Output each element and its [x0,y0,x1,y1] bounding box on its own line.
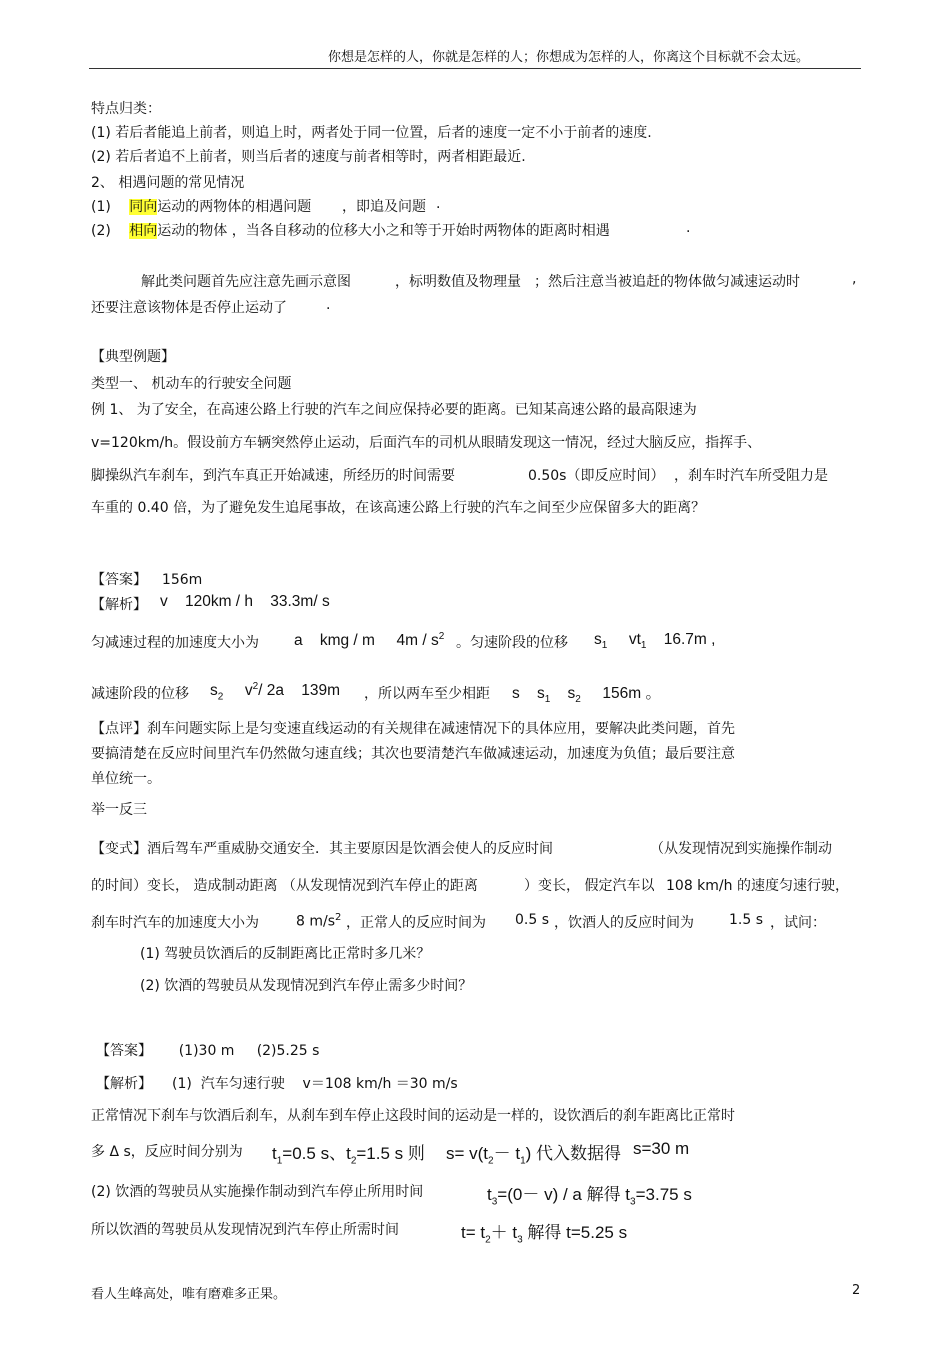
practice-line-3a: 刹车时汽车的加速度大小为 [91,915,259,931]
practice-drunk-reaction: 1.5 s [729,912,764,928]
analysis-1-line-3-text: 减速阶段的位移 [91,686,189,702]
total-distance-value: 156m [602,685,642,702]
analysis-2-reaction-times: $t_1=0.5$ s、$t_2=1.5$ s 则 [272,1144,425,1167]
practice-acceleration-value: 8 m/s [296,913,336,930]
case-1-end: ，即追及问题 [342,199,426,215]
t-total-formula-b: ＋ t [490,1223,518,1242]
case-2-period: . [686,220,691,236]
vt1-symbol: vt [628,631,641,648]
feature-item-2: (2) 若后者追不上前者，则当后者的速度与前者相等时，两者相距最近. [91,149,526,165]
case-1-period: . [436,196,441,212]
practice-line-1b: （从发现情况到实施操作制动 [650,841,832,857]
analysis-2-total-time: $t= t_2+ t_3$ 解得 t=5.25 s [461,1223,628,1246]
s2-value: / 2a 139m [258,682,341,700]
t3-symbol: t [487,1185,492,1204]
case-1-number: (1) [91,199,111,215]
practice-line-3e: ，饮酒人的反应时间为 [554,915,694,931]
example-1-line-2: v=120km/h。假设前方车辆突然停止运动，后面汽车的司机从眼睛发现这一情况，经过大脑反应，指挥手、 [91,435,762,451]
s1-symbol: s [594,631,602,648]
s2-symbol: s [210,682,218,700]
analysis-1-decel-displacement: $s_2$ $v^2/$ 2a 139m [210,681,341,703]
method-part-1: 解此类问题首先应注意先画示意图 [141,274,351,290]
case-2-number: (2) [91,223,111,239]
practice-title: 举一反三 [91,802,147,818]
analysis-2-line-4a: (2) 饮酒的驾驶员从实施操作制动到汽车停止所用时间 [91,1184,424,1200]
practice-normal-reaction: 0.5 s [515,912,550,928]
practice-question-1: (1) 驾驶员饮酒后的反制距离比正常时多几米？ [140,946,431,962]
analysis-2-distance-result: s=30 m [633,1139,690,1158]
cases-title: 2、 相遇问题的常见情况 [91,175,245,191]
v-symbol: v [244,682,253,700]
example-1-line-4: 车重的 0.40 倍，为了避免发生追尾事故，在该高速公路上行驶的汽车之间至少应保留多大的距离？ [91,500,706,516]
comment-line-3: 单位统一。 [91,771,161,787]
analysis-2-distance-formula: $s= v(t_2- t_1)$ 代入数据得 [446,1144,622,1167]
features-title: 特点归类： [91,101,161,117]
practice-line-2c: 108 km/h 的速度匀速行驶， [666,878,849,894]
practice-line-3g: ，试问： [770,915,826,931]
ds-formula: s= v(t [446,1144,489,1163]
comment-line-1: 【点评】刹车问题实际上是匀变速直线运动的有关规律在减速情况下的具体应用，要解决此类问题，首先 [91,721,735,737]
analysis-1-line-2-mid: 。匀速阶段的位移 [456,635,568,651]
example-1-line-1: 例 1、 为了安全，在高速公路上行驶的汽车之间应保持必要的距离。已知某高速公路的最高限速为 [91,402,697,418]
analysis-2-braking-time: $t_3=(0- v) / a$ 解得 $t_3=3.75$ s [487,1185,692,1208]
t-total-value: 解得 t=5.25 s [527,1223,628,1242]
practice-line-2a: 的时间）变长， 造成制动距离 （从发现情况到汽车停止的距离 [91,878,478,894]
answer-2 [96,1040,319,1060]
t-total-formula: t= t [461,1223,486,1242]
case-2-text: 运动的物体 ，当各自移动的位移大小之和等于开始时两物体的距离时相遇 [157,223,610,239]
analysis-2-line-1: (1) 汽车匀速行驶 v＝108 km/h ＝30 m/s [172,1076,458,1092]
case-1 [91,196,311,216]
practice-line-3c: ，正常人的反应时间为 [346,915,486,931]
example-1-line-3a: 脚操纵汽车刹车，到汽车真正开始减速，所经历的时间需要 [91,468,455,484]
analysis-2-line-2: 正常情况下刹车与饮酒后刹车，从刹车到车停止这段时间的运动是一样的，设饮酒后的刹车距离比正常时 [91,1108,735,1124]
analysis-1-total-distance: s $s_1$ $s_2$ 156m 。 [512,685,661,706]
s-total-symbol: s s [512,685,545,702]
ds-formula-c: ) 代入数据得 [525,1144,622,1163]
t1-symbol: t [272,1144,277,1163]
method-part-2: ，标明数值及物理量 [395,274,521,290]
answer-2-value: (1)30 m (2)5.25 s [178,1043,320,1059]
analysis-1-label: 【解析】 [91,597,147,613]
analysis-1-uniform-displacement: $s_1$ $vt_1$ 16.7m , [594,631,716,652]
t3-formula: =(0－ v) / a 解得 t [497,1185,631,1204]
case-2-highlight: 相向 [129,223,158,239]
examples-title: 【典型例题】 [91,349,175,365]
method-line-2: 还要注意该物体是否停止运动了 [91,300,287,316]
example-type-1: 类型一、 机动车的行驶安全问题 [91,376,292,392]
ds-formula-b: － t [493,1144,521,1163]
answer-1 [91,569,202,589]
t3-value: =3.75 s [635,1185,692,1204]
analysis-1-line-3-mid: ，所以两车至少相距 [364,686,490,702]
analysis-1-line-2-text: 匀减速过程的加速度大小为 [91,635,259,651]
practice-line-2b: ）变长， 假定汽车以 [524,878,655,894]
answer-1-value: 156m [161,572,203,588]
method-comma: , [852,271,857,287]
case-1-text: 运动的两物体的相遇问题 [157,199,312,215]
practice-acceleration: 8 $m/s^2$ [296,912,342,930]
practice-question-2: (2) 饮酒的驾驶员从发现情况到汽车停止需多少时间？ [140,978,473,994]
acceleration-formula: a kmg / m 4m / s [294,632,439,650]
t2-value: =1.5 s 则 [356,1144,425,1163]
comment-line-2: 要搞清楚在反应时间里汽车仍然做匀速直线；其次也要清楚汽车做减速运动，加速度为负值；最后要注意 [91,746,735,762]
method-part-3: ；然后注意当被追赶的物体做匀减速运动时 [534,274,800,290]
header-motto: 你想是怎样的人，你就是怎样的人；你想成为怎样的人，你离这个目标就不会太远。 [328,50,810,65]
method-period: . [326,297,331,313]
feature-item-1: (1) 若后者能追上前者，则追上时，两者处于同一位置，后者的速度一定不小于前者的速度. [91,125,652,141]
footer-motto: 看人生峰高处，唯有磨难多正果。 [91,1287,287,1302]
example-1-line-3b: 0.50s（即反应时间） [528,468,665,484]
s2-symbol-b: s [567,685,576,702]
analysis-1-formula-1: v 120km / h 33.3m/ s [160,593,330,610]
t1-value: =0.5 s、t [282,1144,351,1163]
analysis-2-line-3a: 多 Δ s，反应时间分别为 [91,1144,243,1160]
header-divider [89,68,861,69]
analysis-2-label: 【解析】 [96,1076,152,1092]
case-1-highlight: 同向 [129,199,158,215]
analysis-2-line-5a: 所以饮酒的驾驶员从发现情况到汽车停止所需时间 [91,1222,399,1238]
answer-1-label: 【答案】 [91,572,147,588]
case-2 [91,220,610,240]
answer-2-label: 【答案】 [96,1043,152,1059]
practice-line-1a: 【变式】酒后驾车严重威胁交通安全．其主要原因是饮酒会使人的反应时间 [91,841,553,857]
s1-value: 16.7m [663,631,707,648]
example-1-line-3c: ，刹车时汽车所受阻力是 [674,468,828,484]
analysis-1-acceleration: a kmg / m $4m / s^2$ [294,631,445,650]
page-number: 2 [852,1283,861,1298]
